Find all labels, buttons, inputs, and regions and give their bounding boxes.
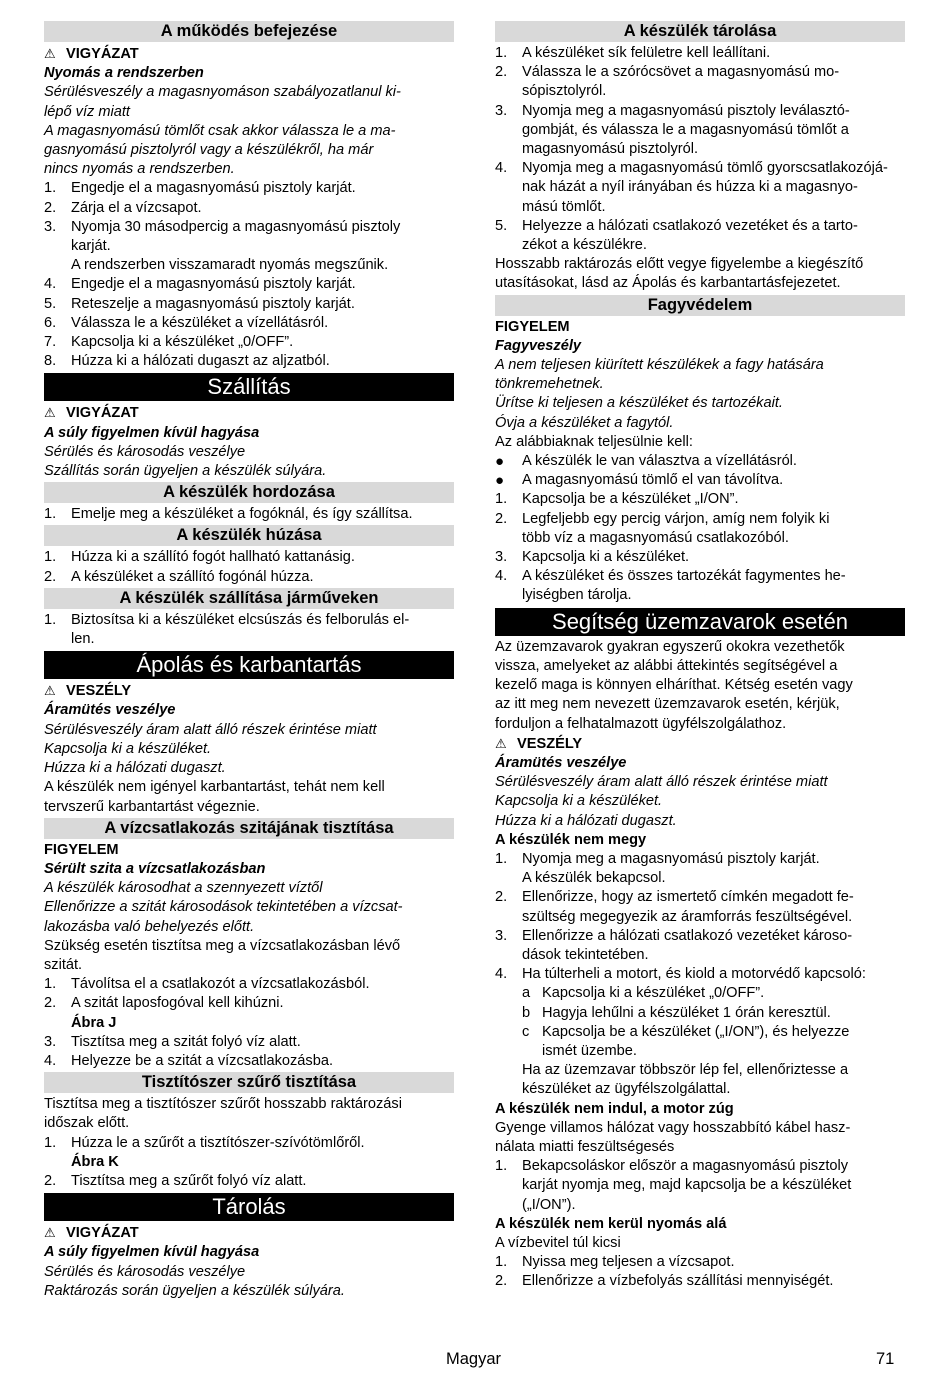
list-continuation: nak házát a nyíl irányában és húzza ki a magasnyo- (522, 179, 858, 196)
list-item (44, 505, 454, 524)
hazard-text: gasnyomású pisztolyról vagy a készülékről, ha már (44, 142, 374, 159)
list-item-number: 1. (44, 976, 57, 993)
warning-triangle-icon: ⚠ (44, 1225, 56, 1241)
list-item (495, 217, 905, 236)
list-item-number: 4. (44, 276, 57, 293)
bold-heading: A készülék nem kerül nyomás alá (495, 1215, 727, 1232)
warning-label (44, 44, 454, 64)
list-item-number: 4. (495, 160, 508, 177)
sub-list-letter: a (522, 985, 531, 1002)
list-item (44, 179, 454, 198)
paragraph-line: forduljon a felhatalmazott ügyfélszolgálathoz. (495, 715, 787, 732)
list-item-text: Engedje el a magasnyomású pisztoly karját. (71, 180, 356, 197)
list-item-text: Nyissa meg teljesen a vízcsapot. (522, 1254, 735, 1271)
list-item-text: Tisztítsa meg a szűrőt folyó víz alatt. (71, 1172, 307, 1189)
list-item (44, 352, 454, 371)
footer-language: Magyar (446, 1350, 502, 1368)
list-item (495, 548, 905, 567)
list-item-number: 2. (44, 995, 57, 1012)
paragraph-line: utasításokat, lásd az Ápolás és karbantartásfejezetet. (495, 275, 841, 292)
paragraph-line: Az üzemzavarok gyakran egyszerű okokra vezethetők (495, 638, 845, 655)
list-item-text: Válassza le a szórócsövet a magasnyomású mo- (522, 64, 840, 81)
list-continuation: mású tömlőt. (522, 198, 606, 215)
section-heading: A vízcsatlakozás szitájának tisztítása (44, 818, 454, 839)
list-continuation: dások tekintetében. (522, 946, 649, 963)
hazard-title: Áramütés veszélye (495, 754, 627, 771)
warning-text: VIGYÁZAT (66, 46, 139, 62)
list-continuation: karját. (71, 238, 111, 255)
paragraph-line: szitát. (44, 956, 83, 973)
list-item (44, 314, 454, 333)
list-continuation: A készülék bekapcsol. (522, 870, 666, 887)
list-item (495, 1253, 905, 1272)
paragraph-line: Gyenge villamos hálózat vagy hosszabbító kábel hasz- (495, 1119, 851, 1136)
warning-triangle-icon: ⚠ (44, 683, 56, 699)
warning-triangle-icon: ⚠ (44, 405, 56, 421)
list-item-text: A készüléket sík felületre kell leállítani. (522, 45, 771, 61)
paragraph-line: A vízbevitel túl kicsi (495, 1234, 621, 1251)
list-item-number: 6. (44, 314, 57, 331)
sub-list-text: Kapcsolja ki a készüléket „0/OFF”. (542, 985, 765, 1002)
list-item-number: 1. (495, 1254, 508, 1271)
list-item (495, 850, 905, 869)
list-item (44, 548, 454, 567)
list-item-text: Reteszelje a magasnyomású pisztoly karját. (71, 295, 355, 312)
bullet-item (495, 471, 905, 490)
list-item-text: A szitát laposfogóval kell kihúzni. (71, 995, 284, 1012)
hazard-text: Sérülésveszély a magasnyomáson szabályozatlanul ki- (44, 84, 401, 101)
list-item-text: Kapcsolja ki a készüléket „0/OFF”. (71, 334, 294, 351)
list-item-text: Ellenőrizze a vízbefolyás szállítási mennyiségét. (522, 1273, 834, 1290)
list-item-text: Nyomja meg a magasnyomású pisztoly leválasztó- (522, 102, 850, 119)
list-item-number: 1. (44, 180, 57, 197)
warning-label (495, 734, 905, 754)
hazard-text: nincs nyomás a rendszerben. (44, 161, 235, 178)
page-number: 71 (876, 1350, 895, 1368)
list-item-text: Nyomja meg a magasnyomású pisztoly karját. (522, 850, 820, 867)
hazard-text: Szállítás során ügyeljen a készülék súlyára. (44, 463, 327, 480)
chapter-heading: Ápolás és karbantartás (44, 651, 454, 679)
bullet-icon: ● (495, 453, 505, 471)
hazard-text: lépő víz miatt (44, 103, 130, 120)
list-item-number: 1. (44, 1134, 57, 1151)
warning-label (44, 681, 454, 701)
hazard-text: Húzza ki a hálózati dugaszt. (495, 812, 677, 829)
paragraph-line: Hosszabb raktározás előtt vegye figyelembe a kiegészítő (495, 256, 864, 273)
list-item-text: Helyezze be a szitát a vízcsatlakozásba. (71, 1052, 334, 1069)
list-item (44, 275, 454, 294)
section-heading: A működés befejezése (44, 21, 454, 42)
list-item-text: Bekapcsoláskor először a magasnyomású pisztoly (522, 1158, 849, 1175)
list-item-text: Legfeljebb egy percig várjon, amíg nem folyik ki (522, 510, 830, 527)
hazard-title: Sérült szita a vízcsatlakozásban (44, 860, 266, 877)
hazard-text: A magasnyomású tömlőt csak akkor válassza le a ma- (44, 122, 396, 139)
list-continuation: több víz a magasnyomású csatlakozóból. (522, 529, 789, 546)
bold-heading: FIGYELEM (44, 841, 119, 858)
sub-list-item (495, 1004, 905, 1023)
hazard-title: A súly figyelmen kívül hagyása (44, 1244, 260, 1261)
paragraph-line: Az alábbiaknak teljesülnie kell: (495, 433, 693, 450)
warning-triangle-icon: ⚠ (44, 46, 56, 61)
hazard-title: A súly figyelmen kívül hagyása (44, 424, 260, 441)
section-heading: A készülék húzása (44, 525, 454, 546)
list-continuation: („I/ON”). (522, 1196, 576, 1213)
list-item (44, 1052, 454, 1071)
warning-text: VESZÉLY (517, 735, 583, 752)
list-continuation: Ha az üzemzavar többször lép fel, ellenőriztesse a (522, 1062, 849, 1079)
paragraph-line: időszak előtt. (44, 1115, 130, 1132)
list-item-number: 3. (44, 1033, 57, 1050)
list-item (495, 1157, 905, 1176)
hazard-text: Kapcsolja ki a készüléket. (495, 793, 663, 810)
list-item-text: Kapcsolja ki a készüléket. (522, 549, 690, 566)
list-item-number: 3. (495, 102, 508, 119)
list-item (495, 44, 905, 63)
page-footer (0, 1350, 950, 1372)
list-item-text: A készüléket és összes tartozékát fagymentes he- (522, 568, 846, 585)
list-item-number: 3. (495, 927, 508, 944)
list-item-number: 1. (44, 611, 57, 628)
list-item-number: 2. (495, 510, 508, 527)
hazard-text: lakozásba való behelyezés előtt. (44, 918, 255, 935)
paragraph-line: az itt meg nem nevezett üzemzavarok esetén, kérjük, (495, 696, 840, 713)
section-heading: A készülék hordozása (44, 482, 454, 503)
section-heading: A készülék szállítása járműveken (44, 588, 454, 609)
list-item-text: Húzza le a szűrőt a tisztítószer-szívótömlőről. (71, 1134, 365, 1151)
hazard-text: tönkremehetnek. (495, 376, 604, 393)
bullet-text: A készülék le van választva a vízellátásról. (522, 453, 797, 470)
chapter-heading: Segítség üzemzavarok esetén (495, 608, 905, 636)
section-heading: Tisztítószer szűrő tisztítása (44, 1072, 454, 1093)
list-item (44, 994, 454, 1013)
list-item-number: 2. (44, 1172, 57, 1189)
chapter-heading: Szállítás (44, 373, 454, 401)
list-item-text: Húzza ki a szállító fogót hallható kattanásig. (71, 549, 355, 566)
hazard-text: A készülék károsodhat a szennyezett víztől (44, 880, 323, 897)
bullet-item (495, 452, 905, 471)
figure-reference: Ábra J (71, 1014, 117, 1031)
hazard-title: Nyomás a rendszerben (44, 65, 204, 82)
hazard-text: Sérülés és károsodás veszélye (44, 443, 246, 460)
sub-list-text: Kapcsolja be a készüléket („I/ON”), és helyezze (542, 1023, 850, 1040)
hazard-text: Kapcsolja ki a készüléket. (44, 740, 212, 757)
warning-label (44, 1223, 454, 1243)
list-item-number: 2. (44, 199, 57, 216)
hazard-text: Sérülésveszély áram alatt álló részek érintése miatt (44, 721, 377, 738)
list-item (495, 63, 905, 82)
list-item-text: Ellenőrizze, hogy az ismertető címkén megadott fe- (522, 889, 854, 906)
list-continuation: szültség megegyezik az áramforrás feszültségével. (522, 908, 853, 925)
sub-list-letter: c (522, 1023, 530, 1040)
list-item (44, 1172, 454, 1191)
list-item (44, 568, 454, 587)
list-continuation: karját nyomja meg, majd kapcsolja be a készüléket (522, 1177, 852, 1194)
list-item (44, 1134, 454, 1153)
paragraph-line: vissza, amelyeket az alábbi áttekintés segítségével a (495, 657, 838, 674)
paragraph-line: kezelő maga is könnyen elháríthat. Kétség esetén vagy (495, 677, 853, 694)
warning-text: VIGYÁZAT (66, 1225, 139, 1242)
list-item-number: 3. (495, 549, 508, 566)
bullet-icon: ● (495, 472, 505, 490)
paragraph-line: tervszerű karbantartást végeznie. (44, 798, 260, 815)
hazard-text: Raktározás során ügyeljen a készülék súlyára. (44, 1282, 345, 1299)
list-item-text: Nyomja meg a magasnyomású tömlő gyorscsatlakozójá- (522, 160, 888, 177)
left-column (44, 20, 454, 1301)
list-continuation: magasnyomású pisztolyról. (522, 141, 699, 158)
list-item-text: Kapcsolja be a készüléket „I/ON”. (522, 491, 739, 508)
list-item-text: Nyomja 30 másodpercig a magasnyomású pisztoly (71, 218, 401, 235)
warning-text: VIGYÁZAT (66, 405, 139, 422)
bullet-text: A magasnyomású tömlő el van távolítva. (522, 472, 784, 489)
list-item-number: 2. (495, 889, 508, 906)
list-item-number: 3. (44, 218, 57, 235)
warning-text: VESZÉLY (66, 683, 132, 700)
hazard-text: Ellenőrizze a szitát károsodások tekintetében a vízcsat- (44, 899, 403, 916)
list-item (44, 218, 454, 237)
list-continuation: len. (71, 631, 95, 648)
list-continuation: A rendszerben visszamaradt nyomás megszűnik. (71, 257, 389, 274)
list-continuation: lyiségben tárolja. (522, 587, 632, 604)
hazard-title: Fagyveszély (495, 337, 581, 354)
list-item-text: Ellenőrizze a hálózati csatlakozó vezetéket károso- (522, 927, 853, 944)
hazard-text: A nem teljesen kiürített készülékek a fagy hatására (495, 357, 824, 374)
list-item-number: 5. (495, 217, 508, 234)
list-item-number: 2. (44, 568, 57, 585)
list-item (44, 611, 454, 630)
list-item-number: 1. (495, 491, 508, 508)
list-item-number: 2. (495, 1273, 508, 1290)
list-item (495, 102, 905, 121)
bold-heading: A készülék nem indul, a motor zúg (495, 1100, 734, 1117)
list-item-text: Helyezze a hálózati csatlakozó vezetéket és a tarto- (522, 217, 858, 234)
list-item-text: Távolítsa el a csatlakozót a vízcsatlakozásból. (71, 976, 370, 993)
bold-heading: FIGYELEM (495, 318, 570, 335)
list-item-text: Emelje meg a készüléket a fogóknál, és így szállítsa. (71, 506, 413, 523)
list-item-number: 1. (495, 45, 508, 61)
list-item (44, 295, 454, 314)
list-item (495, 1272, 905, 1291)
list-item (44, 1033, 454, 1052)
list-item-text: Húzza ki a hálózati dugaszt az aljzatból. (71, 353, 330, 370)
sub-list-item (495, 984, 905, 1003)
list-item-number: 1. (44, 506, 57, 523)
list-item-text: Zárja el a vízcsapot. (71, 199, 202, 216)
figure-reference: Ábra K (71, 1153, 119, 1170)
warning-triangle-icon: ⚠ (495, 735, 507, 751)
paragraph-line: A készülék nem igényel karbantartást, tehát nem kell (44, 779, 385, 796)
hazard-text: Sérülés és károsodás veszélye (44, 1263, 246, 1280)
chapter-heading: Tárolás (44, 1193, 454, 1221)
sub-list-text: Hagyja lehűlni a készüléket 1 órán keresztül. (542, 1004, 831, 1021)
list-item-text: Tisztítsa meg a szitát folyó víz alatt. (71, 1033, 301, 1050)
warning-label (44, 403, 454, 423)
list-item-text: Engedje el a magasnyomású pisztoly karját. (71, 276, 356, 293)
list-item-number: 4. (44, 1052, 57, 1069)
list-item-number: 7. (44, 334, 57, 351)
paragraph-line: Szükség esetén tisztítsa meg a vízcsatlakozásban lévő (44, 937, 401, 954)
list-item-text: Válassza le a készüléket a vízellátásról. (71, 314, 329, 331)
hazard-text: Ürítse ki teljesen a készüléket és tartozékait. (495, 395, 783, 412)
hazard-text: Óvja a készüléket a fagytól. (495, 414, 674, 431)
list-item-number: 4. (495, 568, 508, 585)
list-item-number: 8. (44, 353, 57, 370)
list-item (495, 510, 905, 529)
list-item-number: 5. (44, 295, 57, 312)
list-item-number: 2. (495, 64, 508, 81)
list-item (44, 199, 454, 218)
list-item (44, 975, 454, 994)
section-heading: Fagyvédelem (495, 295, 905, 316)
list-item (495, 490, 905, 509)
list-item (495, 927, 905, 946)
list-item (495, 965, 905, 984)
sub-list-item (495, 1023, 905, 1042)
list-item (44, 333, 454, 352)
paragraph-line: nálata miatti feszültségesés (495, 1138, 675, 1155)
sub-list-letter: b (522, 1004, 531, 1021)
paragraph-line: Tisztítsa meg a tisztítószer szűrőt hosszabb raktározási (44, 1096, 402, 1113)
list-item-text: Ha túlterheli a motort, és kiold a motorvédő kapcsoló: (522, 966, 866, 983)
list-continuation: gombját, és válassza le a magasnyomású tömlőt a (522, 121, 849, 138)
list-item-number: 1. (495, 1158, 508, 1175)
list-item (495, 567, 905, 586)
list-continuation: készüléket az ügyfélszolgálattal. (522, 1081, 731, 1098)
list-item-number: 1. (495, 850, 508, 867)
list-item (495, 888, 905, 907)
list-item-text: A készüléket a szállító fogónál húzza. (71, 568, 314, 585)
hazard-text: Húzza ki a hálózati dugaszt. (44, 760, 226, 777)
list-continuation: zékot a készülékre. (522, 237, 647, 254)
sub-list-continuation: ismét üzembe. (542, 1042, 637, 1059)
list-item (495, 159, 905, 178)
list-item-number: 1. (44, 549, 57, 566)
list-item-text: Biztosítsa ki a készüléket elcsúszás és felborulás el- (71, 611, 410, 628)
section-heading: A készülék tárolása (495, 21, 905, 42)
bold-heading: A készülék nem megy (495, 831, 647, 848)
hazard-text: Sérülésveszély áram alatt álló részek érintése miatt (495, 774, 828, 791)
hazard-title: Áramütés veszélye (44, 702, 176, 719)
list-item-number: 4. (495, 966, 508, 983)
right-column (495, 20, 905, 1292)
list-continuation: sópisztolyról. (522, 83, 607, 100)
